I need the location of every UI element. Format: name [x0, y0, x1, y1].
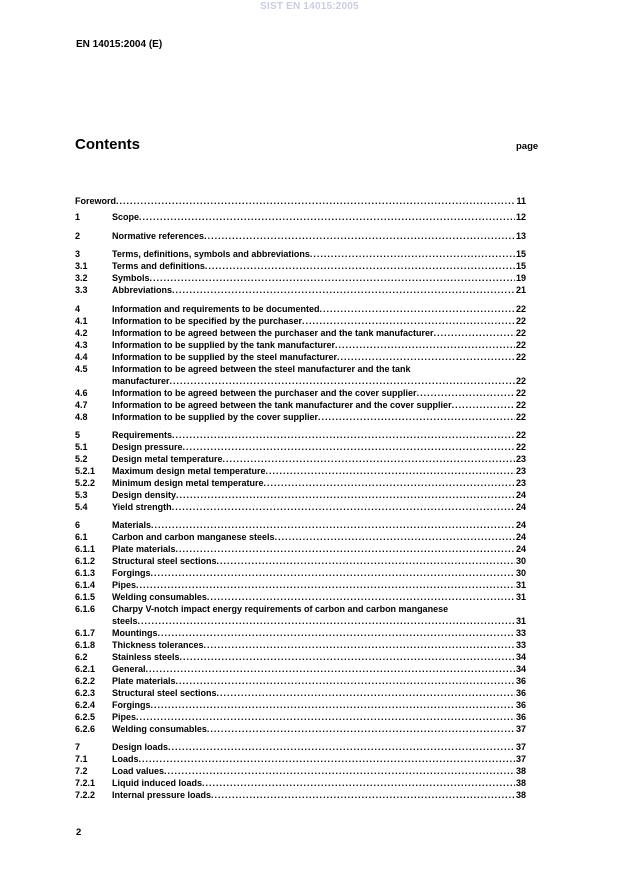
toc-entry[interactable] [75, 664, 526, 675]
toc-leader-dots [205, 261, 515, 272]
toc-entry-title: Information to be agreed between the steel manufacturer and the tank [112, 364, 411, 374]
toc-entry-title: Plate materials [112, 544, 176, 554]
document-id: EN 14015:2004 (E) [76, 39, 163, 50]
toc-entry-number: 6.1.1 [75, 544, 96, 554]
toc-entry-number: 6.1.7 [75, 628, 96, 638]
toc-entry-title: Internal pressure loads [112, 790, 212, 800]
toc-leader-dots [139, 212, 515, 223]
toc-entry-line [112, 724, 526, 735]
toc-entry-number: 4.5 [75, 364, 88, 374]
toc-entry-number: 6.2.4 [75, 700, 96, 710]
toc-entry-number: 7.2.1 [75, 778, 96, 788]
toc-entry[interactable] [75, 544, 526, 555]
toc-entry-line [112, 628, 526, 639]
toc-entry-line [112, 520, 526, 531]
toc-entry[interactable] [75, 328, 526, 339]
toc-entry-line [112, 742, 526, 753]
toc-entry-page: 24 [515, 502, 526, 512]
toc-entry[interactable] [75, 766, 526, 777]
toc-entry[interactable] [75, 790, 526, 801]
toc-entry-page: 23 [515, 454, 526, 464]
toc-entry-title: Information to be supplied by the cover supplier [112, 412, 319, 422]
toc-leader-dots [176, 676, 515, 687]
toc-entry-page: 36 [515, 688, 526, 698]
toc-entry-page: 22 [515, 442, 526, 452]
toc-entry-page: 21 [515, 285, 526, 295]
toc-entry-title: Maximum design metal temperature [112, 466, 266, 476]
toc-entry-line [112, 412, 526, 423]
toc-leader-dots [172, 502, 515, 513]
toc-leader-dots [335, 340, 515, 351]
toc-entry-line [112, 376, 526, 387]
toc-entry-title: General [112, 664, 146, 674]
toc-entry-number: 4 [75, 304, 81, 314]
toc-entry[interactable] [75, 700, 526, 711]
toc-entry-number: 6.2.1 [75, 664, 96, 674]
toc-entry-page: 22 [515, 352, 526, 362]
toc-entry[interactable] [75, 580, 526, 591]
toc-entry-number: 6.2.6 [75, 724, 96, 734]
toc-entry[interactable] [75, 231, 526, 242]
toc-leader-dots [452, 400, 515, 411]
toc-entry[interactable] [75, 352, 526, 363]
toc-entry-page: 24 [515, 490, 526, 500]
toc-entry-line [112, 766, 526, 777]
toc-entry-page: 12 [515, 212, 526, 222]
toc-entry-number: 4.1 [75, 316, 88, 326]
toc-leader-dots [207, 724, 515, 735]
toc-leader-dots [183, 442, 515, 453]
toc-entry-page: 37 [515, 754, 526, 764]
toc-leader-dots [434, 328, 515, 339]
toc-entry-title: Abbreviations [112, 285, 173, 295]
toc-entry-line [112, 442, 526, 453]
toc-leader-dots [266, 466, 515, 477]
toc-leader-dots [217, 688, 515, 699]
toc-entry-line [112, 652, 526, 663]
toc-entry-line [112, 340, 526, 351]
toc-entry-line [112, 556, 526, 567]
toc-entry[interactable] [75, 442, 526, 453]
toc-entry-number: 3.3 [75, 285, 88, 295]
toc-entry-page: 31 [515, 580, 526, 590]
toc-entry-line [112, 478, 526, 489]
toc-entry-title: Welding consumables [112, 592, 207, 602]
toc-leader-dots [136, 580, 515, 591]
toc-entry[interactable] [75, 520, 526, 531]
toc-entry-page: 22 [515, 316, 526, 326]
toc-entry-number: 4.7 [75, 400, 88, 410]
toc-leader-dots [150, 273, 515, 284]
toc-entry-line [112, 790, 526, 801]
toc-entry-title: Foreword [75, 196, 117, 206]
toc-entry-number: 6.2 [75, 652, 88, 662]
toc-entry-number: 1 [75, 212, 81, 222]
toc-leader-dots [217, 556, 515, 567]
toc-entry-number: 7 [75, 742, 81, 752]
toc-entry[interactable] [75, 712, 526, 723]
toc-entry-number: 3 [75, 249, 81, 259]
toc-entry-page: 22 [515, 400, 526, 410]
toc-leader-dots [202, 778, 515, 789]
toc-entry-line [112, 580, 526, 591]
toc-entry-number: 6.1.8 [75, 640, 96, 650]
toc-entry-line [112, 261, 526, 272]
toc-entry-number: 3.1 [75, 261, 88, 271]
toc-entry[interactable] [75, 754, 526, 765]
toc-entry[interactable] [75, 316, 526, 327]
toc-entry-page: 19 [515, 273, 526, 283]
toc-entry-title: Requirements [112, 430, 173, 440]
toc-leader-dots [116, 196, 515, 207]
toc-entry-number: 5.2 [75, 454, 88, 464]
toc-entry[interactable] [75, 490, 526, 501]
toc-entry-page: 30 [515, 556, 526, 566]
toc-entry-line [112, 328, 526, 339]
toc-entry[interactable] [75, 778, 526, 789]
toc-entry-line [112, 640, 526, 651]
toc-leader-dots [223, 454, 515, 465]
toc-entry-number: 5.3 [75, 490, 88, 500]
toc-entry-number: 6.1.3 [75, 568, 96, 578]
toc-entry-line [112, 304, 526, 315]
toc-entry-number: 5 [75, 430, 81, 440]
toc-entry-page: 38 [515, 766, 526, 776]
toc-entry-line [112, 688, 526, 699]
toc-entry-line [112, 664, 526, 675]
toc-entry-line [112, 273, 526, 284]
toc-entry-number: 4.4 [75, 352, 88, 362]
toc-entry[interactable] [75, 568, 526, 579]
toc-entry-line [112, 352, 526, 363]
toc-entry-line [112, 364, 526, 375]
toc-entry-line [112, 231, 526, 242]
toc-leader-dots [151, 568, 515, 579]
toc-entry-number: 6.1 [75, 532, 88, 542]
toc-entry-line [112, 754, 526, 765]
toc-entry-page: 37 [515, 724, 526, 734]
toc-entry-number: 6.1.5 [75, 592, 96, 602]
toc-entry-line [112, 430, 526, 441]
toc-entry-number: 3.2 [75, 273, 88, 283]
toc-leader-dots [320, 304, 515, 315]
toc-entry-title: Welding consumables [112, 724, 207, 734]
toc-entry[interactable] [75, 742, 526, 753]
toc-entry[interactable] [75, 388, 526, 399]
toc-entry-title: Terms and definitions [112, 261, 205, 271]
toc-entry-line [112, 249, 526, 260]
toc-entry-title: Minimum design metal temperature [112, 478, 264, 488]
toc-entry-title: Information to be supplied by the steel manufacturer [112, 352, 338, 362]
toc-entry-line [112, 544, 526, 555]
toc-entry[interactable] [75, 724, 526, 735]
toc-entry-page: 31 [515, 616, 526, 626]
toc-entry-title: Forgings [112, 568, 151, 578]
toc-entry[interactable] [75, 196, 526, 207]
toc-entry-page: 11 [516, 196, 526, 206]
toc-entry-title: Charpy V-notch impact energy requirements of carbon and carbon manganese [112, 604, 449, 614]
toc-leader-dots [170, 376, 515, 387]
toc-entry[interactable] [75, 466, 526, 477]
toc-entry[interactable] [75, 249, 526, 260]
toc-entry-page: 24 [515, 532, 526, 542]
toc-entry-line [112, 592, 526, 603]
toc-entry-title: Information to be specified by the purchaser [112, 316, 303, 326]
toc-entry-title: Information to be agreed between the purchaser and the tank manufacturer [112, 328, 434, 338]
toc-entry[interactable] [75, 340, 526, 351]
toc-entry-title: Loads [112, 754, 139, 764]
toc-entry-number: 6.2.2 [75, 676, 96, 686]
toc-entry-page: 36 [515, 712, 526, 722]
toc-entry-page: 38 [515, 790, 526, 800]
toc-entry-title: Structural steel sections [112, 688, 217, 698]
watermark: SIST EN 14015:2005 [260, 1, 359, 12]
toc-entry-number: 5.2.2 [75, 478, 96, 488]
toc-entry-title: Yield strength [112, 502, 172, 512]
toc-leader-dots [318, 412, 515, 423]
toc-entry-page: 15 [515, 261, 526, 271]
toc-entry-page: 24 [515, 544, 526, 554]
toc-entry-page: 15 [515, 249, 526, 259]
toc-leader-dots [180, 652, 515, 663]
toc-leader-dots [302, 316, 515, 327]
toc-entry-page: 36 [515, 676, 526, 686]
toc-entry-page: 34 [515, 664, 526, 674]
toc-entry-title: Liquid induced loads [112, 778, 202, 788]
toc-entry-page: 22 [515, 388, 526, 398]
toc-entry[interactable] [75, 376, 526, 387]
page-column-header: page [516, 141, 539, 152]
toc-entry-number: 7.2.2 [75, 790, 96, 800]
toc-entry-number: 6.1.2 [75, 556, 96, 566]
toc-entry[interactable] [75, 454, 526, 465]
toc-entry-page: 30 [515, 568, 526, 578]
toc-entry-line [112, 400, 526, 411]
toc-entry[interactable] [75, 592, 526, 603]
toc-entry-number: 7.2 [75, 766, 88, 776]
toc-entry-page: 36 [515, 700, 526, 710]
toc-entry[interactable] [75, 502, 526, 513]
page-title: Contents [75, 136, 140, 153]
toc-leader-dots [172, 285, 515, 296]
toc-leader-dots [138, 616, 515, 627]
toc-leader-dots [151, 520, 515, 531]
toc-entry-title: Normative references [112, 231, 205, 241]
toc-entry-number: 4.3 [75, 340, 88, 350]
toc-entry-line [112, 778, 526, 789]
page-number: 2 [76, 827, 82, 838]
toc-entry-line [112, 285, 526, 296]
toc-entry[interactable] [75, 556, 526, 567]
toc-entry-page: 22 [515, 376, 526, 386]
toc-leader-dots [264, 478, 515, 489]
toc-entry-line [112, 212, 526, 223]
toc-entry-title: Pipes [112, 580, 137, 590]
toc-entry-title: Stainless steels [112, 652, 180, 662]
toc-entry-number: 7.1 [75, 754, 88, 764]
toc-entry-title: Materials [112, 520, 152, 530]
toc-entry-page: 22 [515, 430, 526, 440]
toc-entry-title: Design pressure [112, 442, 183, 452]
toc-entry-page: 37 [515, 742, 526, 752]
toc-entry-line [112, 316, 526, 327]
toc-entry[interactable] [75, 273, 526, 284]
toc-entry-title: Thickness tolerances [112, 640, 204, 650]
toc-entry-title: Forgings [112, 700, 151, 710]
toc-entry-title: Design density [112, 490, 177, 500]
toc-entry-number: 4.2 [75, 328, 88, 338]
toc-entry-title: Load values [112, 766, 165, 776]
toc-entry-number: 2 [75, 231, 81, 241]
toc-entry-line [112, 454, 526, 465]
toc-entry-page: 23 [515, 466, 526, 476]
toc-entry-line [112, 532, 526, 543]
toc-entry-page: 24 [515, 520, 526, 530]
toc-entry-title: steels [112, 616, 138, 626]
toc-entry[interactable] [75, 652, 526, 663]
toc-leader-dots [204, 231, 515, 242]
toc-leader-dots [275, 532, 515, 543]
toc-entry[interactable] [75, 304, 526, 315]
toc-entry[interactable] [75, 261, 526, 272]
toc-entry[interactable] [75, 628, 526, 639]
toc-entry-title: Carbon and carbon manganese steels [112, 532, 275, 542]
toc-entry-line [112, 490, 526, 501]
toc-entry-number: 4.6 [75, 388, 88, 398]
toc-entry-page: 33 [515, 640, 526, 650]
toc-entry-title: Structural steel sections [112, 556, 217, 566]
toc-entry-number: 6 [75, 520, 81, 530]
toc-entry-title: Design loads [112, 742, 169, 752]
toc-entry-line [112, 712, 526, 723]
toc-entry[interactable] [75, 430, 526, 441]
toc-leader-dots [176, 544, 515, 555]
toc-entry-title: Symbols [112, 273, 150, 283]
toc-entry-title: Information and requirements to be documented [112, 304, 320, 314]
toc-entry-title: Information to be supplied by the tank manufacturer [112, 340, 336, 350]
toc-leader-dots [211, 790, 515, 801]
toc-entry-line [112, 388, 526, 399]
toc-entry-number: 6.1.6 [75, 604, 96, 614]
toc-entry-title: Information to be agreed between the tank manufacturer and the cover supplier [112, 400, 452, 410]
toc-entry-number: 4.8 [75, 412, 88, 422]
toc-entry-page: 13 [515, 231, 526, 241]
toc-leader-dots [158, 628, 515, 639]
toc-leader-dots [207, 592, 515, 603]
toc-leader-dots [172, 430, 515, 441]
toc-entry[interactable] [75, 478, 526, 489]
toc-leader-dots [417, 388, 515, 399]
toc-leader-dots [337, 352, 515, 363]
toc-entry-number: 5.4 [75, 502, 88, 512]
toc-leader-dots [136, 712, 515, 723]
toc-entry-line [112, 466, 526, 477]
toc-entry-title: Information to be agreed between the purchaser and the cover supplier [112, 388, 417, 398]
toc-entry[interactable] [75, 616, 526, 627]
toc-entry[interactable] [75, 640, 526, 651]
toc-entry-number: 5.2.1 [75, 466, 96, 476]
toc-entry-page: 34 [515, 652, 526, 662]
toc-entry-title: manufacturer [112, 376, 170, 386]
toc-entry-title: Design metal temperature [112, 454, 223, 464]
toc-entry-page: 22 [515, 328, 526, 338]
toc-leader-dots [310, 249, 515, 260]
toc-entry-title: Plate materials [112, 676, 176, 686]
toc-entry-page: 22 [515, 340, 526, 350]
toc-entry-title: Terms, definitions, symbols and abbreviations [112, 249, 310, 259]
toc-entry-line [112, 568, 526, 579]
toc-leader-dots [139, 754, 515, 765]
toc-leader-dots [146, 664, 515, 675]
toc-entry-title: Scope [112, 212, 140, 222]
toc-entry-page: 31 [515, 592, 526, 602]
toc-leader-dots [204, 640, 515, 651]
toc-entry-number: 6.1.4 [75, 580, 96, 590]
toc-entry-title: Mountings [112, 628, 158, 638]
toc-entry[interactable] [75, 604, 526, 615]
toc-leader-dots [164, 766, 515, 777]
toc-entry[interactable] [75, 676, 526, 687]
toc-entry-page: 38 [515, 778, 526, 788]
toc-entry-line [112, 502, 526, 513]
toc-entry-line [112, 616, 526, 627]
toc-entry-page: 23 [515, 478, 526, 488]
toc-entry-line [112, 676, 526, 687]
toc-entry-page: 33 [515, 628, 526, 638]
toc-entry[interactable] [75, 364, 526, 375]
toc-leader-dots [168, 742, 515, 753]
toc-entry[interactable] [75, 212, 526, 223]
toc-entry-page: 22 [515, 304, 526, 314]
toc-entry-title: Pipes [112, 712, 137, 722]
toc-entry[interactable] [75, 688, 526, 699]
toc-entry-number: 5.1 [75, 442, 88, 452]
toc-entry-line [75, 196, 526, 207]
toc-entry[interactable] [75, 400, 526, 411]
toc-entry[interactable] [75, 412, 526, 423]
toc-entry-number: 6.2.3 [75, 688, 96, 698]
toc-leader-dots [176, 490, 515, 501]
toc-entry[interactable] [75, 532, 526, 543]
toc-entry-line [112, 604, 526, 615]
toc-entry-line [112, 700, 526, 711]
toc-entry[interactable] [75, 285, 526, 296]
toc-leader-dots [151, 700, 515, 711]
toc-entry-page: 22 [515, 412, 526, 422]
toc-entry-number: 6.2.5 [75, 712, 96, 722]
